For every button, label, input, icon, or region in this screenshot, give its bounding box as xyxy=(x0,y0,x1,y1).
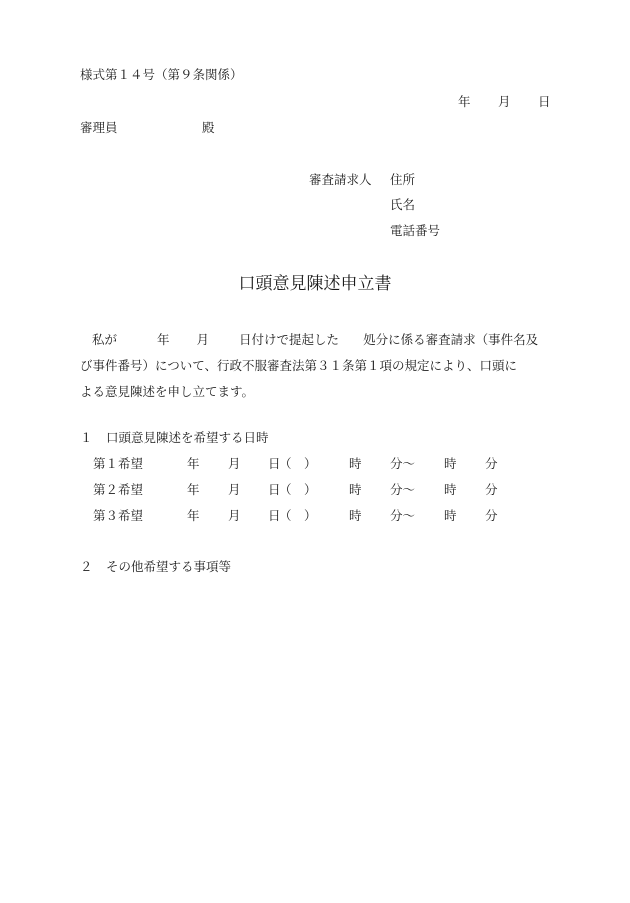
preference-minute-to: 分 xyxy=(485,482,498,497)
section-1-heading: 口頭意見陳述を希望する日時 xyxy=(106,430,269,445)
preference-minute-from: 分～ xyxy=(390,508,416,523)
preference-hour-to: 時 xyxy=(444,456,457,471)
body-line-1 xyxy=(80,327,552,353)
preference-hour-to: 時 xyxy=(444,508,457,523)
preference-year: 年 xyxy=(187,508,200,523)
body-paragraph xyxy=(80,327,552,405)
addressee-label: 審理員 xyxy=(80,120,118,135)
preference-hour-from: 時 xyxy=(349,456,362,471)
preference-day: 日 xyxy=(268,456,281,471)
requester-name-label: 氏名 xyxy=(390,197,416,212)
preference-year: 年 xyxy=(187,456,200,471)
body-line-3: よる意見陳述を申し立てます。 xyxy=(80,384,255,399)
body-dated: 日付けで提起した xyxy=(239,332,340,347)
preference-hour-from: 時 xyxy=(349,482,362,497)
section-2-heading: その他希望する事項等 xyxy=(106,559,232,574)
preference-minute-to: 分 xyxy=(485,456,498,471)
preference-day: 日 xyxy=(268,482,281,497)
preference-hour-to: 時 xyxy=(444,482,457,497)
addressee-honorific: 殿 xyxy=(202,120,215,135)
date-month: 月 xyxy=(498,94,511,109)
section-2-number: ２ xyxy=(80,559,93,574)
preference-month: 月 xyxy=(228,482,241,497)
date-year: 年 xyxy=(458,94,471,109)
preference-day: 日 xyxy=(268,508,281,523)
requester-phone-label: 電話番号 xyxy=(390,223,441,238)
form-number: 様式第１４号（第９条関係） xyxy=(80,67,243,82)
preference-label: 第１希望 xyxy=(93,456,144,471)
preference-weekday: （ ） xyxy=(279,508,317,523)
preference-month: 月 xyxy=(228,456,241,471)
preference-weekday: （ ） xyxy=(279,456,317,471)
body-year: 年 xyxy=(157,332,170,347)
body-month: 月 xyxy=(196,332,210,347)
body-watashiga: 私が xyxy=(92,332,118,347)
preference-weekday: （ ） xyxy=(279,482,317,497)
requester-address-label: 住所 xyxy=(390,172,416,187)
preference-minute-from: 分～ xyxy=(390,482,416,497)
preference-hour-from: 時 xyxy=(349,508,362,523)
preference-minute-from: 分～ xyxy=(390,456,416,471)
preference-year: 年 xyxy=(187,482,200,497)
preference-month: 月 xyxy=(228,508,241,523)
preference-label: 第２希望 xyxy=(93,482,144,497)
preference-minute-to: 分 xyxy=(485,508,498,523)
body-rest: 処分に係る審査請求（事件名及 xyxy=(363,332,539,347)
preference-label: 第３希望 xyxy=(93,508,144,523)
document-title: 口頭意見陳述申立書 xyxy=(238,274,392,294)
section-1-number: １ xyxy=(80,430,93,445)
date-day: 日 xyxy=(538,94,551,109)
requester-label: 審査請求人 xyxy=(309,172,372,187)
body-line-2: び事件番号）について、行政不服審査法第３１条第１項の規定により、口頭に xyxy=(80,358,518,373)
